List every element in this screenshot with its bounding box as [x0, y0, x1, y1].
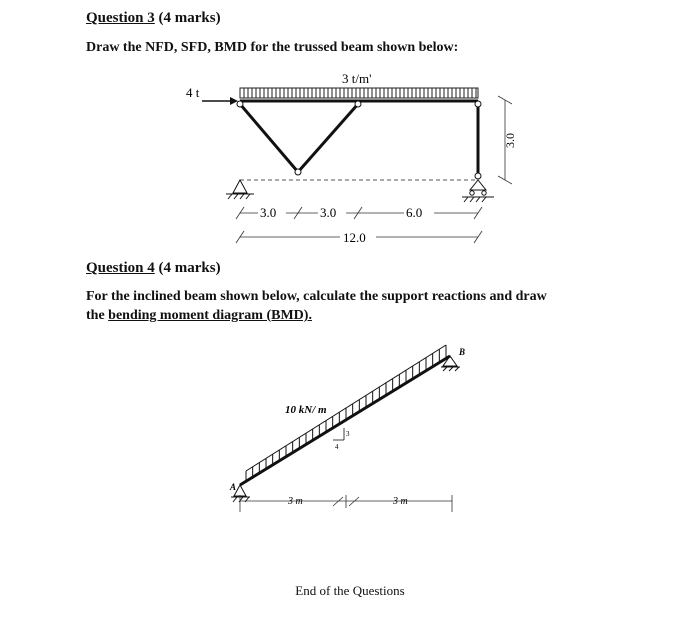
- q3-number: Question 3: [86, 10, 155, 26]
- q4-slope-triangle: [333, 428, 344, 440]
- q4-support-b-label: B: [459, 347, 466, 357]
- q4-prompt-line1: For the inclined beam shown below, calculate the support reactions and draw: [86, 289, 547, 304]
- q4-marks: (4 marks): [158, 260, 221, 276]
- q4-dim2-label: 3 m: [393, 496, 408, 507]
- q3-dim2-label: 3.0: [320, 205, 337, 220]
- q3-dim-total-label: 12.0: [343, 230, 366, 245]
- q3-prompt: Draw the NFD, SFD, BMD for the trussed beam shown below:: [86, 40, 459, 55]
- q4-slope-rise: 3: [346, 430, 350, 438]
- q3-height-label: 3.0: [503, 133, 517, 148]
- footer-end-text: End of the Questions: [295, 583, 405, 598]
- q4-support-a-label: A: [230, 482, 237, 492]
- q4-slope-run: 4: [335, 443, 339, 451]
- q4-number: Question 4: [86, 260, 155, 276]
- q3-load-label: 3 t/m': [342, 71, 372, 86]
- q4-inclined-beam: [240, 356, 450, 485]
- q4-prompt-underlined: bending moment diagram (BMD).: [108, 308, 312, 323]
- q4-dim1-label: 3 m: [288, 496, 303, 507]
- q3-dim1-label: 3.0: [260, 205, 277, 220]
- q4-dimension-line: [240, 495, 452, 512]
- q3-dim3-label: 6.0: [406, 205, 423, 220]
- q4-prompt-prefix: the: [86, 308, 109, 323]
- q4-load-label: 10 kN/ m: [285, 404, 327, 416]
- q3-point-load-label: 4 t: [186, 85, 200, 100]
- q3-marks: (4 marks): [158, 10, 221, 26]
